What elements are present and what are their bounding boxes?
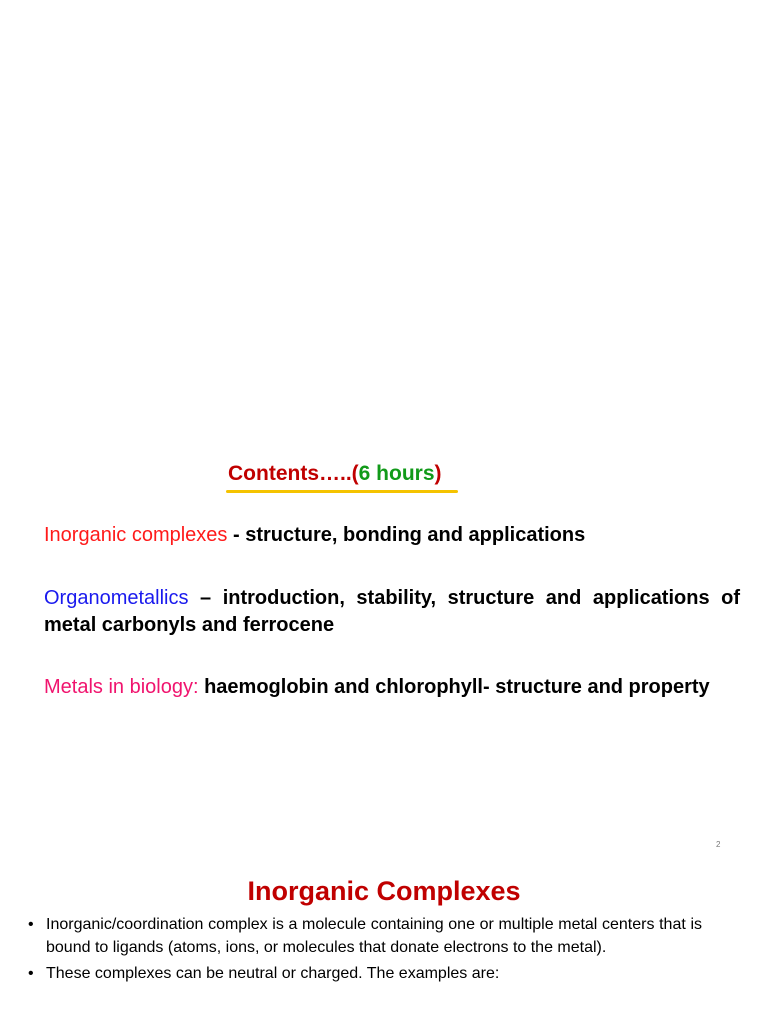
topic-organometallics — [44, 585, 740, 639]
topic-inorganic-complexes — [44, 522, 740, 549]
topic-label: Organometallics — [44, 587, 189, 609]
list-item — [28, 913, 702, 959]
contents-heading — [228, 462, 442, 486]
topic-text: - structure, bonding and applications — [227, 524, 586, 546]
bullet-text: These complexes can be neutral or charged. The examples are: — [46, 965, 500, 982]
topic-label: Metals in biology: — [44, 676, 199, 698]
topic-label: Inorganic complexes — [44, 524, 228, 546]
bullet-text: Inorganic/coordination complex is a molecule containing one or multiple metal centers that is bound to ligands (atoms, ions, or molecules that donate electrons to the metal). — [46, 916, 702, 956]
topic-text: haemoglobin and chlorophyll- structure and property — [198, 676, 710, 698]
bullet-icon: • — [28, 965, 34, 982]
topic-text: – introduction, stability, structure and applications of metal carbonyls and ferrocene — [44, 587, 740, 636]
page-number: 2 — [716, 840, 721, 849]
contents-suffix: ) — [434, 462, 442, 485]
contents-hours: 6 hours — [358, 462, 435, 485]
contents-prefix: Contents…..( — [228, 462, 359, 485]
bullet-list — [28, 913, 702, 988]
bullet-icon: • — [28, 916, 34, 933]
list-item — [28, 962, 702, 985]
section-title: Inorganic Complexes — [247, 876, 521, 906]
topic-metals-in-biology — [44, 674, 740, 701]
highlight-underline — [226, 490, 458, 493]
